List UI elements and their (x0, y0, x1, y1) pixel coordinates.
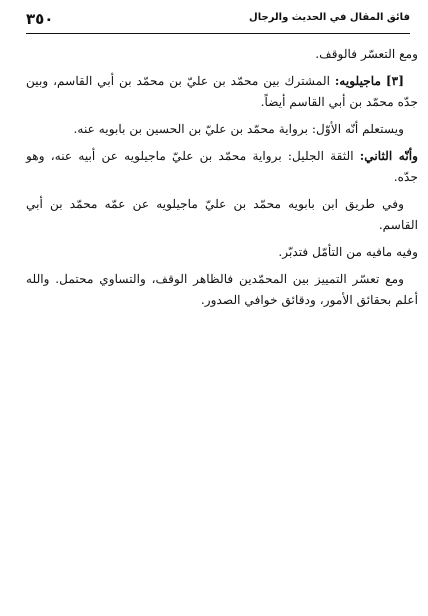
paragraph-4 (26, 146, 418, 188)
paragraph-1-text: ومع التعسّر فالوقف. (315, 47, 418, 61)
paragraph-3 (26, 119, 418, 140)
paragraph-7 (26, 269, 418, 311)
running-title: فائق المقال في الحديث والرجال (249, 12, 410, 23)
entry-name: ماجيلويه: (334, 74, 382, 88)
paragraph-6 (26, 242, 418, 263)
paragraph-5-text: وفي طريق ابن بابويه محمّد بن عليّ ماجيلويه عن عمّه محمّد بن أبي القاسم. (26, 197, 418, 232)
page-header (26, 12, 410, 30)
page-number: ٣٥٠ (26, 10, 54, 28)
paragraph-4-text: الثقة الجليل: برواية محمّد بن عليّ ماجيلويه عن أبيه عنه، وهو جدّه. (26, 149, 418, 184)
paragraph-5 (26, 194, 418, 236)
entry-text: المشترك بين محمّد بن عليّ بن محمّد بن أبي القاسم، وبين جدّه محمّد بن أبي القاسم أيضاً. (26, 74, 418, 109)
paragraph-6-text: وفيه مافيه من التأمّل فتدبّر. (278, 245, 418, 259)
paragraph-4-lead: وأنّه الثاني: (359, 149, 418, 163)
page-body (26, 44, 418, 311)
header-rule (26, 33, 410, 34)
paragraph-3-text: ويستعلم أنّه الأوّل: برواية محمّد بن عليّ بن الحسين بن بابويه عنه. (73, 122, 404, 136)
paragraph-1 (26, 44, 418, 65)
entry-heading-paragraph (26, 71, 418, 113)
paragraph-7-text: ومع تعسّر التمييز بين المحمّدين فالظاهر الوقف، والتساوي محتمل. والله أعلم بحقائق الأمور، ودقائق خوافي الصدور. (26, 272, 418, 307)
entry-number: [٣] (385, 74, 404, 88)
